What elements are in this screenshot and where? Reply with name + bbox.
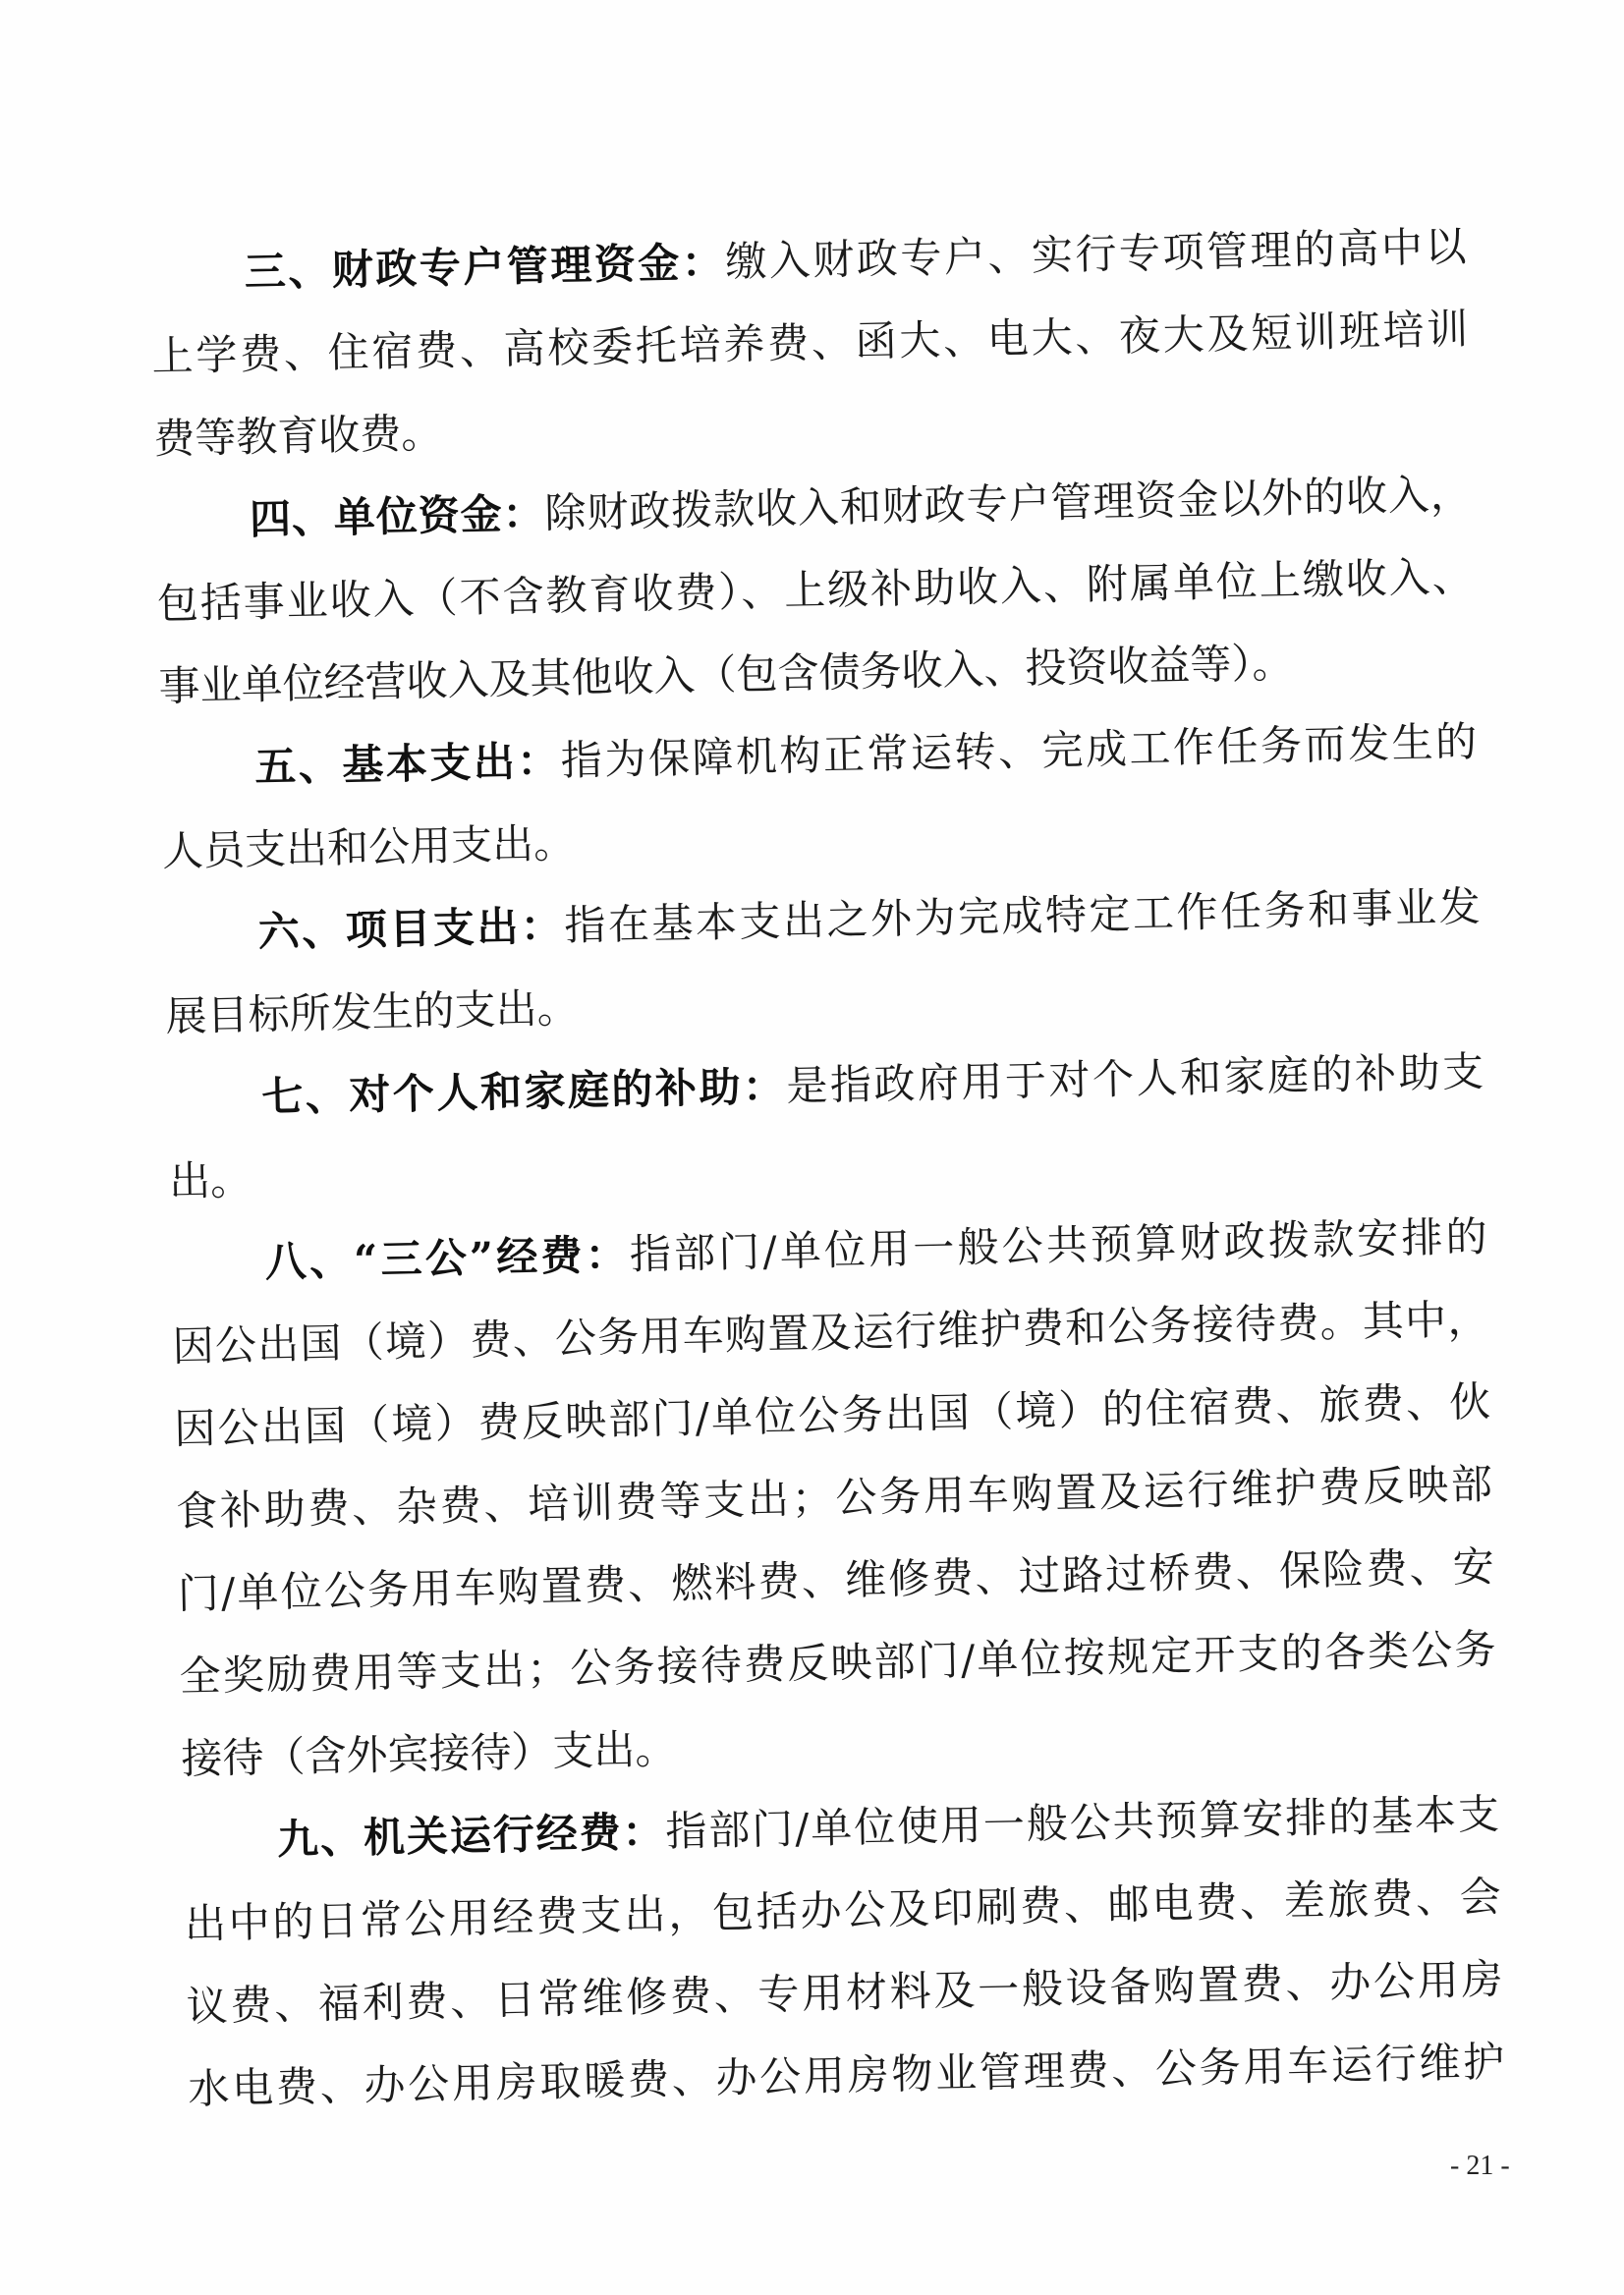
line-text: 指部门/单位使用一般公共预算安排的基本支	[664, 1789, 1500, 1856]
section-heading: 六、项目支出：	[257, 901, 565, 957]
text-line: 门/单位公务用车购置费、燃料费、维修费、过路过桥费、保险费、安	[177, 1541, 1495, 1618]
line-text: 除财政拨款收入和财政专户管理资金以外的收入，	[543, 470, 1473, 537]
section-administrative-operating-funds	[182, 1773, 1505, 2131]
text-line: 食补助费、杂费、培训费等支出；公务用车购置及运行维护费反映部	[175, 1459, 1493, 1536]
line-text: 缴入财政专户、实行专项管理的高中以	[724, 222, 1467, 286]
section-heading: 五、基本支出：	[253, 736, 562, 792]
text-line: 展目标所发生的支出。	[165, 983, 580, 1041]
text-line: 包括事业收入（不含教育收费）、上级补助收入、附属单位上缴收入、	[156, 552, 1475, 629]
text-line: 人员支出和公用支出。	[161, 818, 576, 876]
text-line: 出。	[168, 1155, 252, 1206]
section-unit-funds	[154, 453, 1476, 728]
text-line: 接待（含外宾接待）支出。	[180, 1724, 677, 1783]
section-heading: 七、对个人和家庭的补助：	[260, 1061, 787, 1122]
section-project-expenditure	[163, 866, 1483, 1058]
text-line: 费等教育收费。	[152, 409, 443, 464]
text-line: 因公出国（境）费、公务用车购置及运行维护费和公务接待费。其中，	[172, 1294, 1489, 1371]
page-number: - 21 -	[1450, 2151, 1510, 2181]
line-text: 指在基本支出之外为完成特定工作任务和事业发	[563, 882, 1482, 950]
text-line: 议费、福利费、日常维修费、专用材料及一般设备购置费、办公用房	[186, 1954, 1503, 2031]
text-line: 水电费、办公用房取暖费、办公用房物业管理费、公务用车运行维护	[187, 2037, 1505, 2113]
line-text: 是指政府用于对个人和家庭的补助支	[785, 1046, 1484, 1110]
document-body	[149, 205, 1505, 2131]
text-line: 全奖励费用等支出；公务接待费反映部门/单位按规定开支的各类公务	[179, 1624, 1496, 1701]
section-basic-expenditure	[159, 700, 1479, 893]
text-line: 上学费、住宿费、高校委托培养费、函大、电大、夜大及短训班培训	[151, 305, 1469, 381]
section-heading: 三、财政专户管理资金：	[244, 237, 726, 297]
section-heading: 九、机关运行经费：	[276, 1807, 666, 1864]
line-text: 指部门/单位用一般公共预算财政拨款安排的	[629, 1211, 1488, 1279]
section-three-public-expenses	[170, 1196, 1498, 1801]
line-text: 指为保障机构正常运转、完成工作任务而发生的	[560, 717, 1478, 785]
text-line: 出中的日常公用经费支出，包括办公及印刷费、邮电费、差旅费、会	[184, 1872, 1502, 1948]
text-line: 事业单位经营收入及其他收入（包含债务收入、投资收益等）。	[158, 638, 1294, 711]
section-heading: 四、单位资金：	[249, 488, 545, 544]
text-line: 因公出国（境）费反映部门/单位公务出国（境）的住宿费、旅费、伙	[173, 1376, 1491, 1453]
section-household-subsidies	[167, 1031, 1486, 1223]
section-fiscal-account-funds	[149, 205, 1471, 480]
section-heading: 八、“三公”经费：	[264, 1230, 631, 1286]
